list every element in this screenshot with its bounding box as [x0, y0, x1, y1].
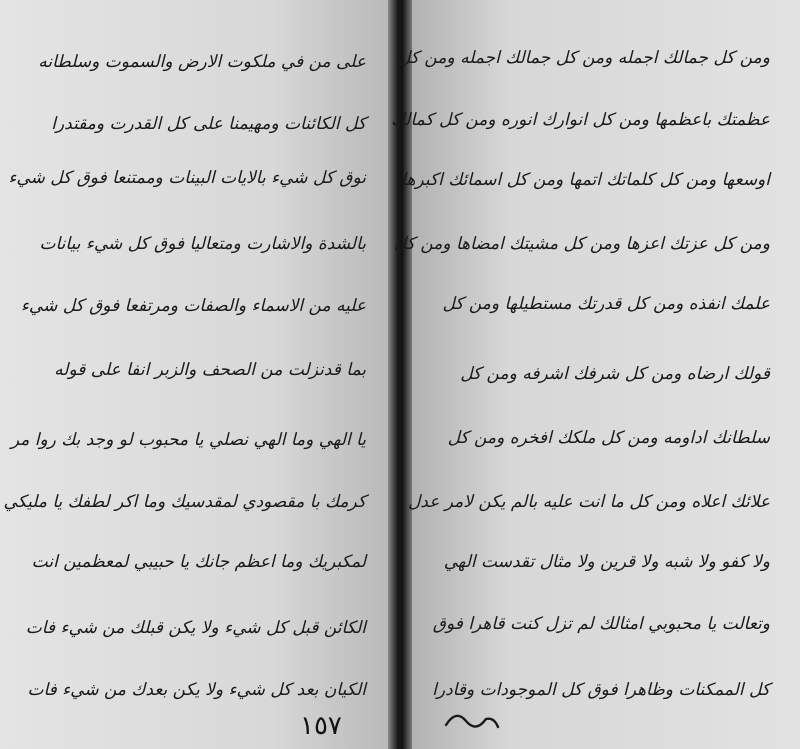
manuscript-line: بالشدة والاشارت ومتعاليا فوق كل شيء بيانات	[39, 234, 366, 254]
manuscript-line: كل الممكنات وظاهرا فوق كل الموجودات وقادرا	[432, 680, 770, 700]
manuscript-line: كرمك با مقصودي لمقدسيك وما اكر لطفك يا مليكي	[3, 492, 366, 512]
right-page	[390, 0, 800, 749]
manuscript-line: ولا كفو ولا شبه ولا قرين ولا مثال تقدست الهي	[443, 552, 770, 572]
manuscript-line: عليه من الاسماء والصفات ومرتفعا فوق كل شيء	[20, 296, 366, 316]
manuscript-line: علمك انفذه ومن كل قدرتك مستطيلها ومن كل	[442, 294, 770, 314]
manuscript-line: علائك اعلاه ومن كل ما انت عليه بالم يكن لامر عدل	[407, 492, 770, 512]
manuscript-line: اوسعها ومن كل كلماتك اتمها ومن كل اسمائك اكبرها	[401, 170, 770, 190]
manuscript-line: ومن كل جمالك اجمله ومن كل جمالك اجمله ومن كل	[398, 48, 770, 68]
manuscript-line: يا الهي وما الهي نصلي يا محبوب لو وجد بك روا مر	[10, 430, 366, 450]
manuscript-line: على من في ملكوت الارض والسموت وسلطانه	[38, 52, 366, 72]
manuscript-line: ومن كل عزتك اعزها ومن كل مشيتك امضاها ومن كل	[393, 234, 770, 254]
manuscript-line: بما قدنزلت من الصحف والزبر انفا على قوله	[54, 360, 366, 380]
manuscript-line: الكائن قبل كل شيء ولا يكن قبلك من شيء فات	[25, 618, 366, 638]
page-number: ١٥٧	[300, 711, 342, 741]
manuscript-line: سلطانك اداومه ومن كل ملكك افخره ومن كل	[447, 428, 770, 448]
manuscript-line: كل الكائنات ومهيمنا على كل القدرت ومقتدرا	[51, 114, 366, 134]
manuscript-line: لمكبريك وما اعظم جانك يا حبيبي لمعظمين انت	[31, 552, 366, 572]
left-page	[0, 0, 388, 749]
manuscript-line: قولك ارضاه ومن كل شرفك اشرفه ومن كل	[460, 364, 770, 384]
catchword-flourish-icon	[442, 705, 502, 735]
manuscript-line: الكيان بعد كل شيء ولا يكن بعدك من شيء فات	[27, 680, 366, 700]
manuscript-line: عظمتك باعظمها ومن كل انوارك انوره ومن كل كمالك	[390, 110, 770, 130]
manuscript-line: وتعالت يا محبوبي امثالك لم تزل كنت قاهرا فوق	[432, 614, 770, 634]
manuscript-line: نوق كل شيء بالايات البينات وممتنعا فوق كل شيء	[8, 168, 366, 188]
